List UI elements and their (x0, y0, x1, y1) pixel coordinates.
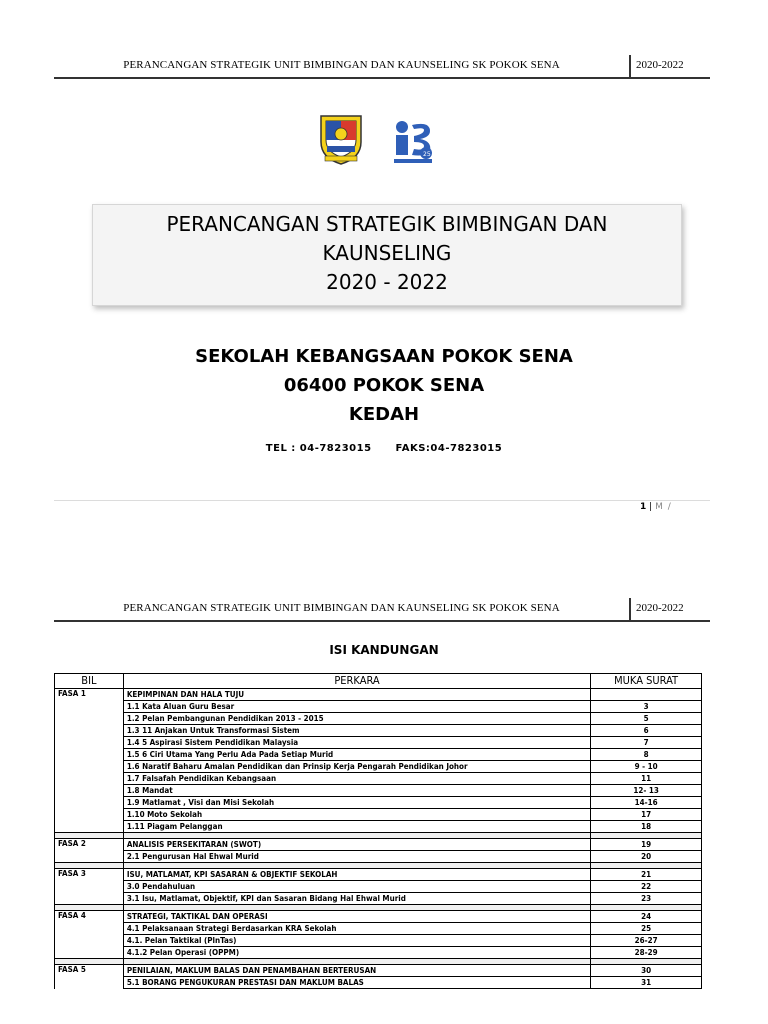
page-number-value: 1 (640, 502, 647, 512)
toc-perkara: 1.5 6 Ciri Utama Yang Perlu Ada Pada Setiap Murid (123, 749, 590, 761)
toc-fasa (55, 947, 124, 959)
toc-muka-surat: 24 (591, 911, 702, 923)
toc-fasa (55, 881, 124, 893)
toc-perkara: 1.6 Naratif Baharu Amalan Pendidikan dan Prinsip Kerja Pengarah Pendidikan Johor (123, 761, 590, 773)
toc-muka-surat: 22 (591, 881, 702, 893)
toc-row (55, 977, 702, 989)
toc-muka-surat (591, 689, 702, 701)
header-divider (629, 55, 631, 77)
page2-header (54, 598, 710, 622)
toc-perkara: 4.1.2 Pelan Operasi (OPPM) (123, 947, 590, 959)
toc-perkara: 3.0 Pendahuluan (123, 881, 590, 893)
header-title: PERANCANGAN STRATEGIK UNIT BIMBINGAN DAN KAUNSELING SK POKOK SENA (123, 602, 560, 614)
toc-perkara: STRATEGI, TAKTIKAL DAN OPERASI (123, 911, 590, 923)
toc-row (55, 851, 702, 863)
toc-fasa: FASA 4 (55, 911, 124, 923)
toc-muka-surat: 30 (591, 965, 702, 977)
toc-muka-surat: 6 (591, 725, 702, 737)
toc-perkara: 5.1 BORANG PENGUKURAN PRESTASI DAN MAKLUM BALAS (123, 977, 590, 989)
toc-fasa (55, 725, 124, 737)
toc-muka-surat: 14-16 (591, 797, 702, 809)
toc-muka-surat: 26-27 (591, 935, 702, 947)
toc-perkara: 1.10 Moto Sekolah (123, 809, 590, 821)
toc-perkara: 3.1 Isu, Matlamat, Objektif, KPI dan Sasaran Bidang Hal Ehwal Murid (123, 893, 590, 905)
toc-muka-surat: 8 (591, 749, 702, 761)
toc-perkara: 1.7 Falsafah Pendidikan Kebangsaan (123, 773, 590, 785)
toc-row (55, 947, 702, 959)
toc-fasa (55, 701, 124, 713)
toc-muka-surat: 5 (591, 713, 702, 725)
title-line-1: PERANCANGAN STRATEGIK BIMBINGAN DAN (166, 212, 608, 236)
page-number-separator: | (649, 502, 653, 512)
toc-row (55, 935, 702, 947)
toc-row (55, 809, 702, 821)
toc-row (55, 881, 702, 893)
toc-muka-surat: 20 (591, 851, 702, 863)
toc-muka-surat: 12- 13 (591, 785, 702, 797)
toc-fasa (55, 797, 124, 809)
header-title: PERANCANGAN STRATEGIK UNIT BIMBINGAN DAN KAUNSELING SK POKOK SENA (123, 59, 560, 71)
toc-perkara: 1.9 Matlamat , Visi dan Misi Sekolah (123, 797, 590, 809)
toc-row (55, 869, 702, 881)
header-year: 2020-2022 (636, 59, 684, 71)
title-line-3: 2020 - 2022 (326, 270, 448, 294)
toc-muka-surat: 21 (591, 869, 702, 881)
toc-header-row (55, 674, 702, 689)
toc-row (55, 701, 702, 713)
school-name: SEKOLAH KEBANGSAAN POKOK SENA (195, 346, 573, 367)
school-address: 06400 POKOK SENA (283, 375, 485, 396)
toc-perkara: 1.1 Kata Aluan Guru Besar (123, 701, 590, 713)
toc-perkara: KEPIMPINAN DAN HALA TUJU (123, 689, 590, 701)
toc-perkara: 1.4 5 Aspirasi Sistem Pendidikan Malaysia (123, 737, 590, 749)
toc-fasa: FASA 2 (55, 839, 124, 851)
toc-row (55, 749, 702, 761)
toc-muka-surat: 7 (591, 737, 702, 749)
toc-fasa (55, 761, 124, 773)
title-line-2: KAUNSELING (322, 241, 452, 265)
toc-row (55, 773, 702, 785)
toc-fasa: FASA 3 (55, 869, 124, 881)
toc-muka-surat: 11 (591, 773, 702, 785)
toc-perkara: 1.2 Pelan Pembangunan Pendidikan 2013 - 2015 (123, 713, 590, 725)
toc-fasa (55, 893, 124, 905)
toc-perkara: 1.8 Mandat (123, 785, 590, 797)
toc-row (55, 785, 702, 797)
toc-row (55, 713, 702, 725)
toc-perkara: ANALISIS PERSEKITARAN (SWOT) (123, 839, 590, 851)
school-crest-logo (317, 112, 365, 166)
toc-body (55, 689, 702, 989)
fax-number: FAKS:04-7823015 (395, 443, 503, 454)
toc-perkara: 4.1. Pelan Taktikal (PlnTas) (123, 935, 590, 947)
header-year: 2020-2022 (636, 602, 684, 614)
toc-fasa (55, 851, 124, 863)
toc-row (55, 821, 702, 833)
toc-row (55, 965, 702, 977)
school-state: KEDAH (348, 404, 420, 425)
toc-muka-surat: 28-29 (591, 947, 702, 959)
col-muka-surat: MUKA SURAT (591, 674, 702, 689)
toc-fasa: FASA 5 (55, 965, 124, 977)
toc-muka-surat: 19 (591, 839, 702, 851)
toc-perkara: ISU, MATLAMAT, KPI SASARAN & OBJEKTIF SEKOLAH (123, 869, 590, 881)
toc-row (55, 839, 702, 851)
page-number (640, 502, 672, 512)
toc-muka-surat: 31 (591, 977, 702, 989)
toc-row (55, 797, 702, 809)
toc-row (55, 761, 702, 773)
col-perkara: PERKARA (123, 674, 590, 689)
toc-perkara: 1.11 Piagam Pelanggan (123, 821, 590, 833)
school-info (0, 342, 768, 429)
toc-fasa (55, 809, 124, 821)
toc-muka-surat: 25 (591, 923, 702, 935)
toc-fasa (55, 749, 124, 761)
toc-perkara: 4.1 Pelaksanaan Strategi Berdasarkan KRA Sekolah (123, 923, 590, 935)
toc-muka-surat: 3 (591, 701, 702, 713)
toc-muka-surat: 18 (591, 821, 702, 833)
toc-fasa: FASA 1 (55, 689, 124, 701)
toc-row (55, 737, 702, 749)
header-divider (629, 598, 631, 620)
tel-number: TEL : 04-7823015 (265, 443, 372, 454)
page1-header (54, 55, 710, 79)
svg-text:25: 25 (423, 151, 431, 158)
page-footer-line (54, 500, 710, 501)
toc-fasa (55, 935, 124, 947)
toc-fasa (55, 773, 124, 785)
toc-fasa (55, 821, 124, 833)
page-number-suffix: M / (655, 502, 672, 512)
toc-fasa (55, 713, 124, 725)
toc-row (55, 725, 702, 737)
ministry-25-logo (390, 115, 436, 165)
toc-heading: ISI KANDUNGAN (329, 643, 439, 657)
toc-fasa (55, 923, 124, 935)
toc-perkara: PENILAIAN, MAKLUM BALAS DAN PENAMBAHAN BERTERUSAN (123, 965, 590, 977)
toc-muka-surat: 23 (591, 893, 702, 905)
toc-row (55, 689, 702, 701)
toc-row (55, 893, 702, 905)
toc-perkara: 2.1 Pengurusan Hal Ehwal Murid (123, 851, 590, 863)
toc-table (54, 673, 702, 989)
toc-row (55, 911, 702, 923)
toc-perkara: 1.3 11 Anjakan Untuk Transformasi Sistem (123, 725, 590, 737)
toc-fasa (55, 785, 124, 797)
toc-fasa (55, 977, 124, 989)
toc-fasa (55, 737, 124, 749)
toc-row (55, 923, 702, 935)
col-bil: BIL (55, 674, 124, 689)
title-box (92, 204, 682, 306)
toc-muka-surat: 9 - 10 (591, 761, 702, 773)
toc-muka-surat: 17 (591, 809, 702, 821)
contact-line (0, 443, 768, 454)
